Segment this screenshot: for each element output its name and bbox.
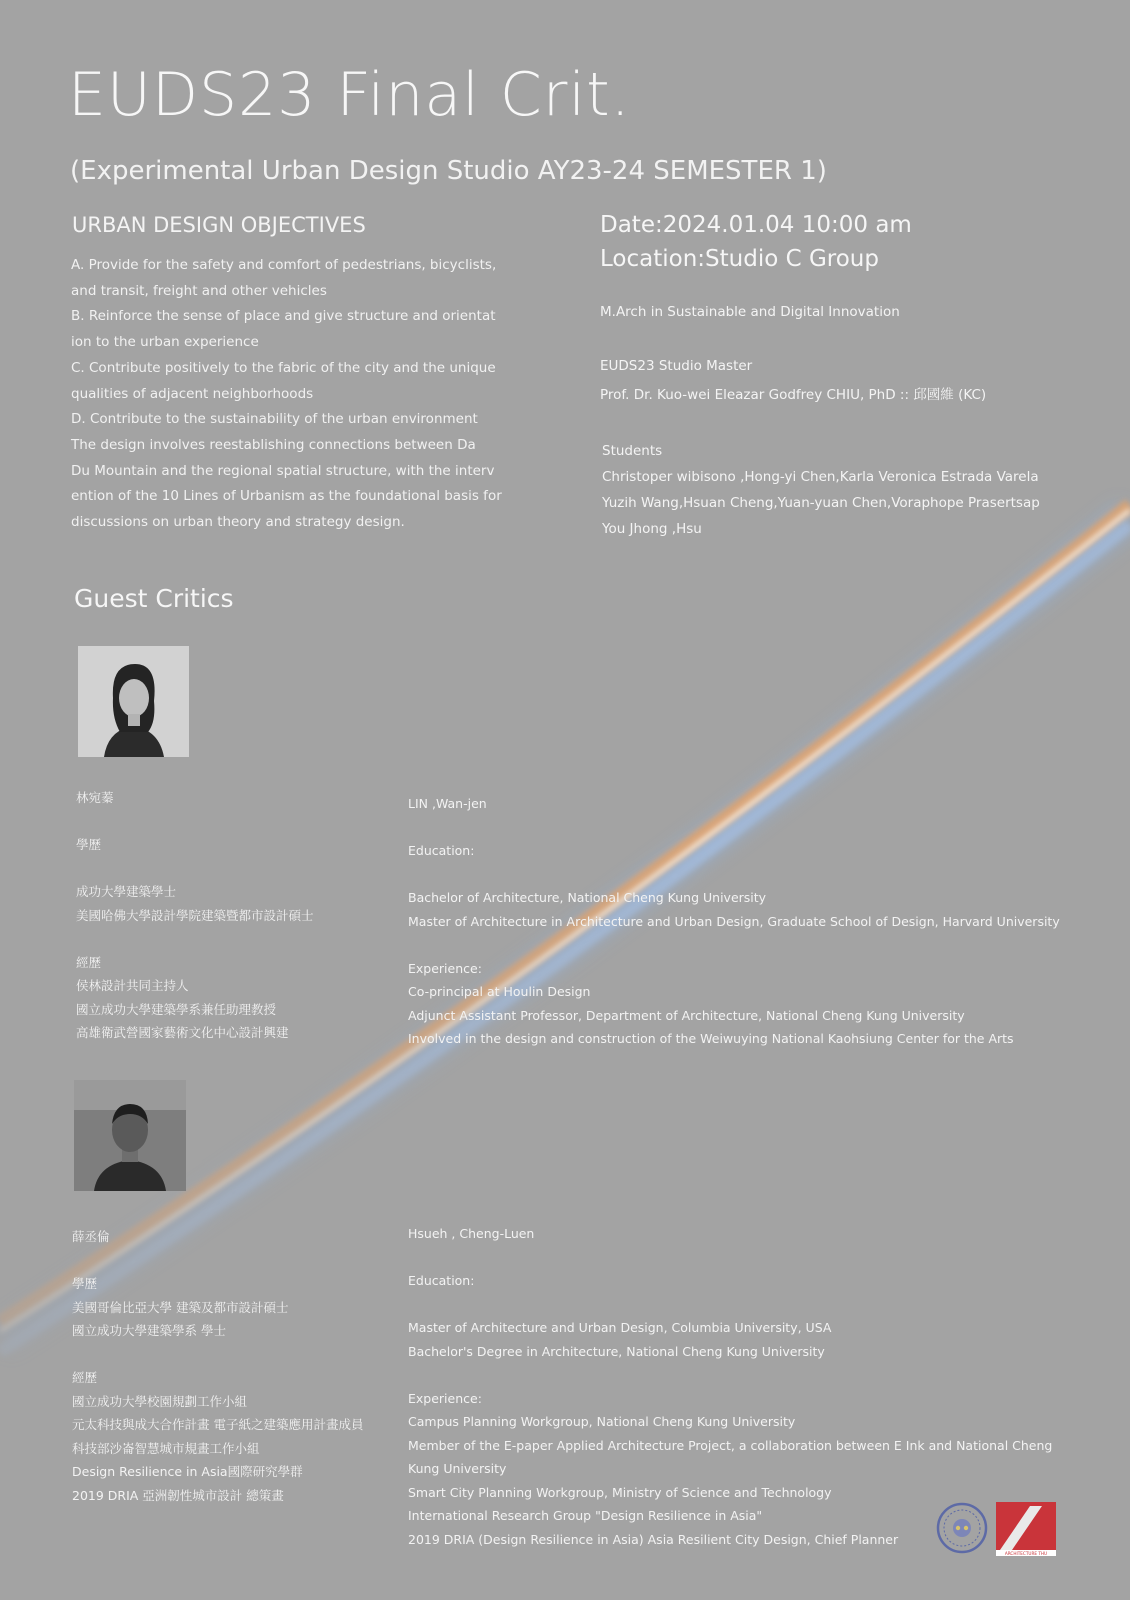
critic-zh-line: 美國哈佛大學設計學院建築暨都市設計碩士 [76,907,314,923]
critic-en-line [408,1363,1052,1387]
critic-zh-line [72,1249,363,1273]
objectives-heading: URBAN DESIGN OBJECTIVES [72,213,366,237]
critic-zh-line: 學歷 [72,1276,98,1291]
event-location: Location:Studio C Group [600,246,879,272]
critic-hsueh-zh [72,1225,363,1507]
studio-master-label: EUDS23 Studio Master [600,358,753,374]
students-block [602,438,1040,542]
critic-en-line: Campus Planning Workgroup, National Cheng Kung University [408,1414,796,1429]
critic-en-line: Smart City Planning Workgroup, Ministry of Science and Technology [408,1484,832,1500]
critic-en-line [408,816,1060,840]
critic-zh-line: 成功大學建築學士 [76,884,177,899]
objectives-text [71,253,521,536]
portrait-man-icon [74,1080,186,1191]
critic-en-line [408,933,1060,957]
logos [936,1500,1060,1564]
critic-lin-en [408,792,1060,1051]
logos-graphic [936,1500,1060,1560]
critic-en-line: Experience: [408,960,482,976]
critic-zh-line: 美國哥倫比亞大學 建築及都市設計碩士 [72,1299,289,1315]
students-line: Christoper wibisono ,Hong-yi Chen,Karla Veronica Estrada Varela [602,469,1039,485]
critic-en-line: Involved in the design and construction of the Weiwuying National Kaohsiung Center for the Arts [408,1031,1014,1046]
critic-en-line: Experience: [408,1390,482,1406]
critic-en-line: International Research Group "Design Resilience in Asia" [408,1508,763,1523]
critic-en-line: Master of Architecture in Architecture and Urban Design, Graduate School of Design, Harvard University [408,913,1060,929]
critic-photo-hsueh [74,1080,186,1191]
critic-zh-line: 國立成功大學校園規劃工作小組 [72,1393,248,1409]
critic-en-line: Co-principal at Houlin Design [408,984,591,999]
objectives-line: The design involves reestablishing connections between Da [71,436,476,453]
critic-zh-line: 學歷 [76,837,102,852]
critic-en-line: Hsueh , Cheng-Luen [408,1226,535,1241]
critic-photo-lin [78,646,189,757]
objectives-line: qualities of adjacent neighborhoods [71,385,314,402]
objectives-line: and transit, freight and other vehicles [71,282,327,299]
critic-zh-line: 2019 DRIA 亞洲韌性城市設計 總策畫 [72,1487,284,1503]
critic-en-line [408,1246,1052,1270]
critic-zh-line: 高雄衛武營國家藝術文化中心設計興建 [76,1025,289,1040]
critic-en-line: Master of Architecture and Urban Design, Columbia University, USA [408,1320,832,1335]
critic-en-line [408,863,1060,887]
critic-en-line: Bachelor of Architecture, National Cheng Kung University [408,890,767,905]
critic-zh-line: 林宛蓁 [76,790,114,805]
page-subtitle: (Experimental Urban Design Studio AY23-24 SEMESTER 1) [70,156,827,186]
program-name: M.Arch in Sustainable and Digital Innovation [600,304,900,320]
critic-zh-line: 侯林設計共同主持人 [76,978,189,993]
critic-zh-line: 經歷 [76,954,102,970]
critic-zh-line: Design Resilience in Asia國際研究學群 [72,1464,303,1479]
critic-zh-line: 國立成功大學建築學系兼任助理教授 [76,1001,277,1017]
studio-master-name: Prof. Dr. Kuo-wei Eleazar Godfrey CHIU, PhD :: 邱國維 (KC) [600,387,987,403]
objectives-line: ention of the 10 Lines of Urbanism as the foundational basis for [71,488,502,505]
critic-en-line: LIN ,Wan-jen [408,796,487,811]
critic-zh-line: 科技部沙崙智慧城市規畫工作小組 [72,1440,260,1456]
page-title: EUDS23 Final Crit. [68,60,631,130]
event-date: Date:2024.01.04 10:00 am [600,212,912,238]
critic-lin-zh [76,786,314,1045]
portrait-woman-icon [78,646,189,757]
critic-zh-line [76,810,314,834]
objectives-line: Du Mountain and the regional spatial structure, with the interv [71,462,495,479]
critic-zh-line [72,1343,363,1367]
critic-en-line: Member of the E-paper Applied Architecture Project, a collaboration between E Ink and National Cheng [408,1437,1053,1453]
students-line: Yuzih Wang,Hsuan Cheng,Yuan-yuan Chen,Voraphope Prasertsap [602,495,1040,511]
critic-zh-line [76,927,314,951]
critic-en-line: Kung University [408,1461,507,1476]
students-label: Students [602,443,663,459]
objectives-line: discussions on urban theory and strategy design. [71,514,405,531]
guest-critics-heading: Guest Critics [74,584,234,613]
objectives-line: C. Contribute positively to the fabric of the city and the unique [71,359,496,376]
critic-zh-line [76,857,314,881]
objectives-line: B. Reinforce the sense of place and give structure and orientat [71,308,496,325]
students-line: You Jhong ,Hsu [602,521,702,537]
critic-zh-line: 元太科技與成大合作計畫 電子紙之建築應用計畫成員 [72,1417,364,1432]
objectives-line: D. Contribute to the sustainability of the urban environment [71,411,478,428]
dept-logo-text: ARCHITECTURE THU [1004,1551,1048,1556]
critic-en-line [408,1293,1052,1317]
critic-zh-line: 經歷 [72,1370,98,1385]
critic-zh-line: 薛丞倫 [72,1229,110,1244]
university-seal-icon [938,1504,986,1552]
critic-en-line: Adjunct Assistant Professor, Department of Architecture, National Cheng Kung University [408,1007,965,1023]
critic-en-line: Bachelor's Degree in Architecture, National Cheng Kung University [408,1343,825,1359]
objectives-line: A. Provide for the safety and comfort of pedestrians, bicyclists, [71,257,497,273]
critic-en-line: 2019 DRIA (Design Resilience in Asia) Asia Resilient City Design, Chief Planner [408,1531,899,1547]
objectives-line: ion to the urban experience [71,334,259,351]
architecture-dept-logo-icon [996,1502,1056,1556]
critic-zh-line: 國立成功大學建築學系 學士 [72,1323,226,1338]
critic-en-line: Education: [408,843,475,858]
critic-en-line: Education: [408,1273,475,1288]
